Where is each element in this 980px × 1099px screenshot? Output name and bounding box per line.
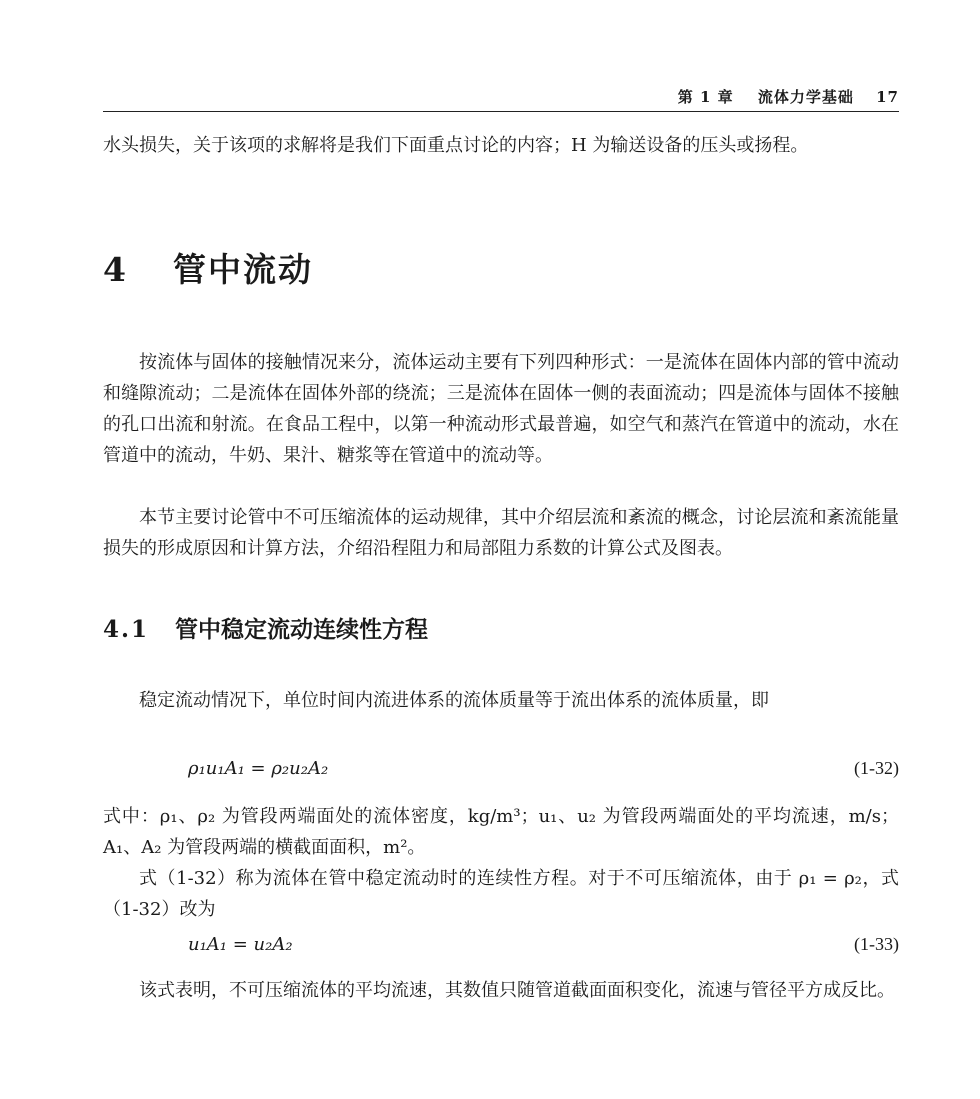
subsection-heading — [103, 611, 428, 644]
section-paragraph-2: 本节主要讨论管中不可压缩流体的运动规律，其中介绍层流和紊流的概念，讨论层流和紊流能量损失的形成原因和计算方法，介绍沿程阻力和局部阻力系数的计算公式及图表。 — [103, 507, 899, 559]
where-paragraph: 式中：ρ₁、ρ₂ 为管段两端面处的流体密度，kg/m³；u₁、u₂ 为管段两端面处的平均流速，m/s；A₁、A₂ 为管段两端的横截面面积，m²。 — [103, 806, 899, 858]
page-number: 17 — [876, 88, 899, 106]
book-page — [103, 0, 899, 1099]
section-paragraph-1: 按流体与固体的接触情况来分，流体运动主要有下列四种形式：一是流体在固体内部的管中流动和缝隙流动；二是流体在固体外部的绕流；三是流体在固体一侧的表面流动；四是流体与固体不接触的孔口出流和射流。在食品工程中，以第一种流动形式最普遍，如空气和蒸汽在管道中的流动，水在管道中的流动，牛奶、果汁、糖浆等在管道中的流动等。 — [103, 352, 899, 466]
subsection-title: 管中稳定流动连续性方程 — [175, 616, 428, 643]
equation-formula: ρ₁u₁A₁ = ρ₂u₂A₂ — [188, 758, 329, 779]
chapter-label: 第 1 章 — [677, 88, 734, 106]
equation-1-33 — [103, 934, 899, 964]
continuity-paragraph: 式（1-32）称为流体在管中稳定流动时的连续性方程。对于不可压缩流体，由于 ρ₁ = ρ₂，式（1-32）改为 — [103, 868, 899, 920]
section-heading — [103, 244, 313, 291]
equation-number: (1-33) — [854, 934, 899, 954]
conclusion-paragraph: 该式表明，不可压缩流体的平均流速，其数值只随管道截面面积变化，流速与管径平方成反比。 — [139, 980, 895, 1001]
equation-number: (1-32) — [854, 758, 899, 778]
equation-1-32 — [103, 758, 899, 788]
header-rule — [103, 111, 899, 112]
chapter-title: 流体力学基础 — [757, 88, 854, 106]
subsection-intro-paragraph: 稳定流动情况下，单位时间内流进体系的流体质量等于流出体系的流体质量，即 — [139, 690, 769, 711]
section-number: 4 — [103, 250, 128, 289]
section-title: 管中流动 — [173, 250, 313, 289]
equation-formula: u₁A₁ = u₂A₂ — [188, 934, 293, 955]
subsection-number: 4.1 — [103, 616, 150, 643]
running-header — [678, 86, 899, 107]
intro-paragraph: 水头损失，关于该项的求解将是我们下面重点讨论的内容；H 为输送设备的压头或扬程。 — [103, 135, 809, 156]
